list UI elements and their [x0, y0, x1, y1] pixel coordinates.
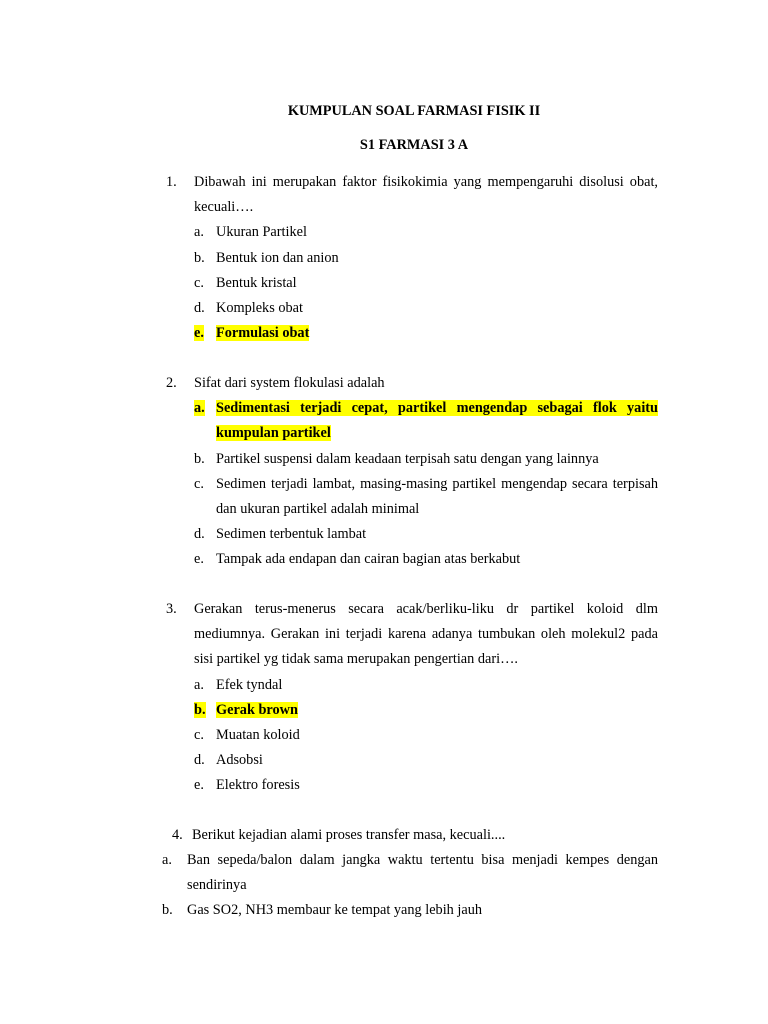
question-2 [166, 371, 658, 573]
option-list [194, 396, 658, 572]
option-text: Ban sepeda/balon dalam jangka waktu tertentu bisa menjadi kempes dengan sendirinya [187, 852, 658, 894]
option-text: Bentuk ion dan anion [216, 249, 339, 266]
question-number: 1. [166, 174, 177, 190]
option-text: Sedimen terbentuk lambat [216, 526, 367, 543]
option-letter: d. [194, 526, 205, 543]
option-text-highlighted: Gerak brown [216, 701, 298, 718]
option-text: Muatan koloid [216, 727, 300, 744]
option-letter: d. [194, 300, 205, 317]
option-letter: e. [194, 551, 204, 568]
option-c [194, 271, 658, 296]
option-text: Ukuran Partikel [216, 224, 307, 241]
option-letter: b. [194, 450, 205, 467]
question-4 [166, 823, 658, 848]
option-letter: a. [194, 224, 204, 241]
option-list [194, 673, 658, 799]
question-text: Gerakan terus-menerus secara acak/berliku-liku dr partikel koloid dlm mediumnya. Gerakan ini terjadi karena adanya tumbukan oleh molekul2 pada sisi partikel yg tidak sama merupakan pengertian dari…. [194, 601, 658, 668]
option-text-highlighted: Sedimentasi terjadi cepat, partikel mengendap sebagai flok yaitu kumpulan partikel [216, 400, 658, 442]
question-4-options [162, 848, 658, 924]
option-b [194, 246, 658, 271]
option-e-correct [194, 321, 658, 346]
option-text: Gas SO2, NH3 membaur ke tempat yang lebih jauh [187, 902, 483, 919]
question-text: Dibawah ini merupakan faktor fisikokimia yang mempengaruhi disolusi obat, kecuali…. [194, 174, 658, 216]
option-list [194, 220, 658, 346]
option-letter: a. [162, 852, 172, 868]
option-text-highlighted: Formulasi obat [216, 325, 310, 342]
option-letter: b. [194, 249, 205, 266]
option-letter: a. [194, 400, 205, 417]
option-text: Elektro foresis [216, 777, 300, 794]
option-letter: a. [194, 676, 204, 693]
option-d [194, 296, 658, 321]
question-text: Berikut kejadian alami proses transfer masa, kecuali.... [192, 827, 506, 843]
option-e [194, 547, 658, 572]
option-text: Partikel suspensi dalam keadaan terpisah satu dengan yang lainnya [216, 450, 599, 467]
document-title: KUMPULAN SOAL FARMASI FISIK II [287, 103, 541, 119]
option-b [162, 898, 658, 923]
question-number: 4. [172, 827, 183, 843]
document-subtitle: S1 FARMASI 3 A [359, 137, 469, 153]
option-c [194, 472, 658, 522]
option-a [194, 220, 658, 245]
option-letter: c. [194, 274, 204, 291]
option-a [194, 673, 658, 698]
option-c [194, 723, 658, 748]
question-1 [166, 170, 658, 346]
option-e [194, 773, 658, 798]
question-number: 2. [166, 375, 177, 391]
option-a-correct [194, 396, 658, 446]
question-text: Sifat dari system flokulasi adalah [194, 375, 385, 391]
option-letter: c. [194, 727, 204, 744]
option-b-correct [194, 698, 658, 723]
option-letter: e. [194, 325, 204, 342]
option-letter: b. [194, 701, 206, 718]
option-text: Adsobsi [216, 752, 263, 769]
question-number: 3. [166, 601, 177, 617]
option-text: Kompleks obat [216, 300, 303, 317]
option-letter: e. [194, 777, 204, 794]
option-letter: d. [194, 752, 205, 769]
option-d [194, 522, 658, 547]
option-text: Tampak ada endapan dan cairan bagian atas berkabut [216, 551, 521, 568]
question-3 [166, 597, 658, 799]
option-text: Bentuk kristal [216, 274, 297, 291]
option-a [162, 848, 658, 898]
option-d [194, 748, 658, 773]
option-text: Sedimen terjadi lambat, masing-masing partikel mengendap secara terpisah dan ukuran partikel adalah minimal [216, 475, 658, 518]
option-b [194, 447, 658, 472]
option-letter: c. [194, 475, 204, 492]
option-text: Efek tyndal [216, 676, 283, 693]
option-letter: b. [162, 902, 173, 919]
